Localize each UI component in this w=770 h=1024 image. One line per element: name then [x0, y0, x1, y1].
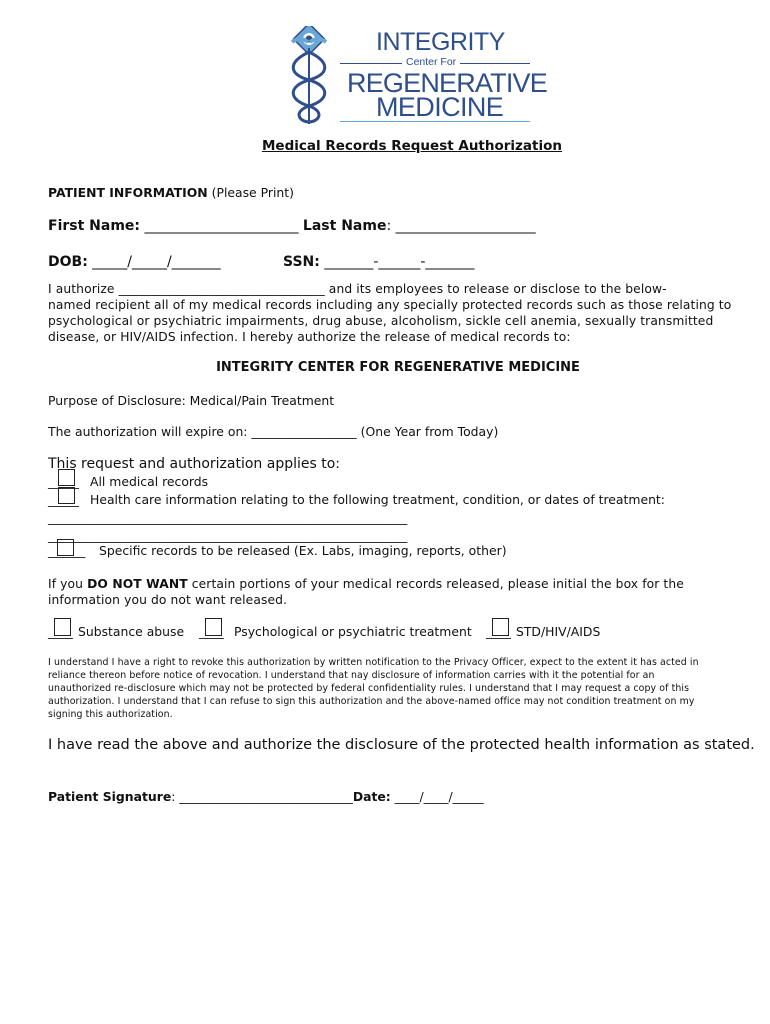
do-not-want-line2: information you do not want released.	[48, 593, 288, 607]
authorize-paragraph	[48, 281, 748, 345]
date-label: Date:	[352, 789, 391, 804]
option-specific-label: Specific records to be released (Ex. Labs, imaging, reports, other)	[99, 543, 507, 558]
treatment-line-a[interactable]: __________________________________________________________	[48, 510, 408, 525]
expiration-line[interactable]: The authorization will expire on: _________________ (One Year from Today)	[48, 424, 499, 439]
understand-line: I understand I have a right to revoke this authorization by written notification to the Privacy Officer, expect to the extent it has acted in	[48, 657, 699, 668]
do-not-want-line	[48, 576, 748, 592]
logo-line-regenerative: REGENERATIVE	[347, 68, 547, 98]
do-not-want-bold: DO NOT WANT	[87, 577, 188, 591]
logo-bottom-rule	[340, 121, 530, 122]
understand-paragraph	[48, 656, 748, 721]
first-name-field[interactable]: ______________________	[144, 218, 299, 234]
last-name-field[interactable]: : ____________________	[386, 218, 536, 234]
dob-row	[48, 254, 221, 270]
form-title: Medical Records Request Authorization	[262, 138, 562, 154]
first-name-label: First Name:	[48, 218, 141, 234]
checkbox-substance-abuse[interactable]	[54, 618, 71, 636]
option-specific-blank: ______	[48, 543, 86, 558]
patient-info-note: (Please Print)	[211, 185, 294, 200]
ssn-field[interactable]: _______-______-_______	[324, 254, 475, 270]
authorization-statement: I have read the above and authorize the disclosure of the protected health information as stated.	[48, 737, 755, 753]
do-not-want-pre: If you	[48, 577, 88, 591]
authorize-line: psychological or psychiatric impairments, drug abuse, alcoholism, sickle cell anemia, sexually transmitted	[48, 314, 714, 328]
name-row	[48, 218, 536, 234]
patient-info-heading-text: PATIENT INFORMATION	[48, 185, 208, 200]
exclusion-psych-label: Psychological or psychiatric treatment	[234, 624, 472, 639]
integrity-logo	[278, 26, 547, 126]
checkbox-all-records[interactable]	[58, 469, 75, 486]
treatment-line-b[interactable]: __________________________________________________________	[48, 528, 408, 543]
checkbox-specific-records[interactable]	[57, 539, 74, 556]
exclusion-psych-blank: ____	[199, 624, 224, 639]
dob-field[interactable]: _____/_____/_______	[92, 254, 221, 270]
last-name-label: Last Name	[302, 218, 387, 234]
date-field[interactable]: ____/____/_____	[390, 789, 484, 804]
exclusion-std-blank: ____	[486, 624, 511, 639]
understand-line: signing this authorization.	[48, 709, 173, 720]
patient-info-heading	[48, 185, 294, 200]
exclusion-substance-blank: ____	[48, 624, 73, 639]
exclusion-std-label: STD/HIV/AIDS	[516, 624, 601, 639]
understand-line: unauthorized re-disclosure which may not be protected by federal confidentiality rules. I understand that I may request a copy of this	[48, 683, 690, 694]
dob-label: DOB:	[48, 254, 88, 270]
option-health-info-label: Health care information relating to the following treatment, condition, or dates of treatment:	[90, 492, 665, 507]
purpose-of-disclosure: Purpose of Disclosure: Medical/Pain Treatment	[48, 393, 335, 408]
recipient-name: INTEGRITY CENTER FOR REGENERATIVE MEDICINE	[216, 360, 580, 375]
authorize-line: named recipient all of my medical records including any specially protected records such as those relating to	[48, 298, 732, 312]
ssn-label: SSN:	[283, 254, 320, 270]
ssn-row	[283, 254, 474, 270]
understand-line: reliance thereon before notice of revocation. I understand that nay disclosure of information carries with it the potential for an	[48, 670, 655, 681]
signature-field[interactable]: : ____________________________	[171, 789, 353, 804]
signature-row	[48, 789, 484, 804]
checkbox-psychiatric[interactable]	[205, 618, 222, 636]
authorize-line: I authorize _________________________________ and its employees to release or disclose to the below-	[48, 282, 667, 296]
logo-line-center-for: Center For	[402, 56, 460, 68]
do-not-want-post: certain portions of your medical records released, please initial the box for the	[187, 577, 684, 591]
checkbox-std-hiv-aids[interactable]	[492, 618, 509, 636]
authorize-line: disease, or HIV/AIDS infection. I hereby authorize the release of medical records to:	[48, 330, 571, 344]
option-all-records-label: All medical records	[90, 474, 209, 489]
signature-label: Patient Signature	[48, 789, 172, 804]
logo-line-integrity: INTEGRITY	[376, 28, 505, 56]
applies-heading: This request and authorization applies to:	[48, 456, 340, 472]
exclusion-substance-label: Substance abuse	[78, 624, 185, 639]
logo-line-medicine: MEDICINE	[376, 92, 504, 122]
option-all-records-blank: _____	[48, 474, 79, 489]
understand-line: authorization. I understand that I can refuse to sign this authorization and the above-named office may not condition treatment on my	[48, 696, 695, 707]
do-not-want-paragraph	[48, 576, 748, 608]
option-health-info-blank: _____	[48, 492, 79, 507]
checkbox-health-info[interactable]	[58, 487, 75, 504]
